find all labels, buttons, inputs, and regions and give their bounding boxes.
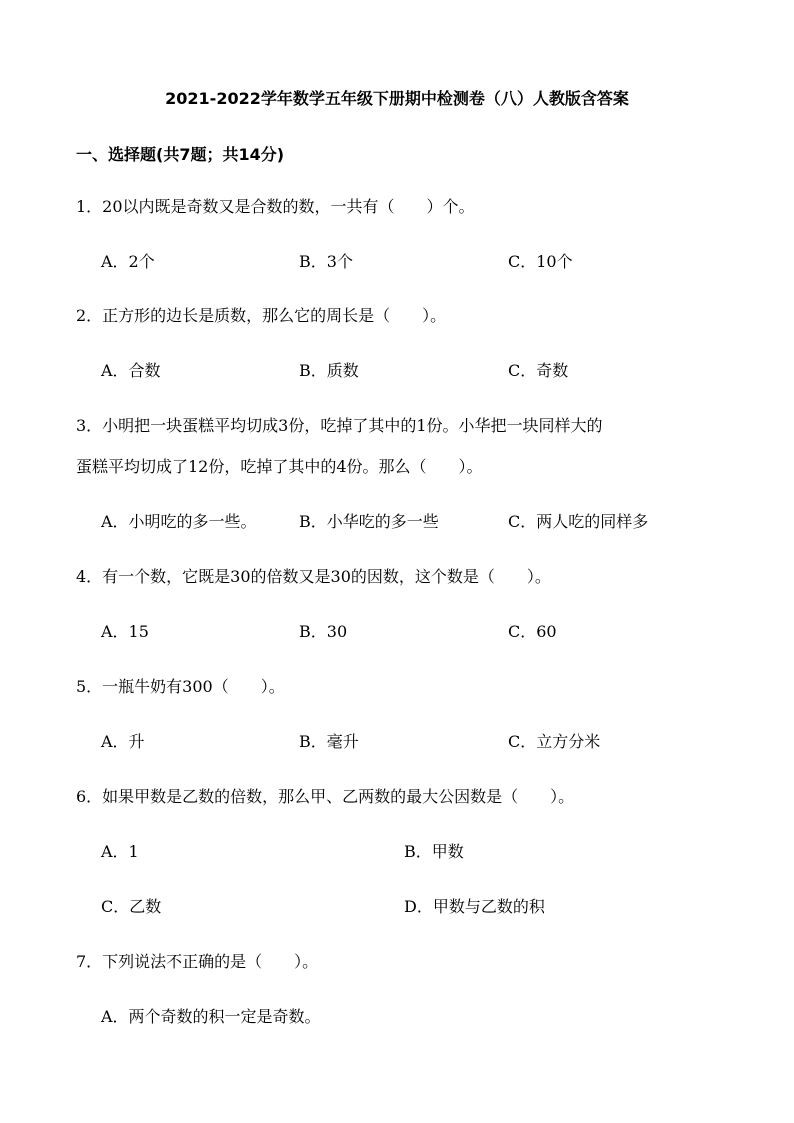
question-5-text: 5．一瓶牛奶有300（ ）。: [76, 677, 285, 696]
question-3-option-c[interactable]: C．两人吃的同样多: [508, 512, 649, 531]
question-6-option-a[interactable]: A．1: [101, 842, 139, 861]
question-6-text: 6．如果甲数是乙数的倍数，那么甲、乙两数的最大公因数是（ ）。: [76, 787, 575, 806]
question-5-option-c[interactable]: C．立方分米: [508, 732, 601, 751]
question-3-text-line-1: 3．小明把一块蛋糕平均切成3份，吃掉了其中的1份。小华把一块同样大的: [76, 416, 603, 435]
question-3-option-a[interactable]: A．小明吃的多一些。: [101, 512, 257, 531]
question-1-option-a[interactable]: A．2个: [101, 252, 155, 271]
question-5-option-b[interactable]: B．毫升: [299, 732, 359, 751]
question-2-text: 2．正方形的边长是质数，那么它的周长是（ ）。: [76, 306, 447, 325]
question-6-option-b[interactable]: B．甲数: [404, 842, 464, 861]
question-7-option-a[interactable]: A．两个奇数的积一定是奇数。: [101, 1007, 321, 1026]
question-2-option-a[interactable]: A．合数: [101, 361, 161, 380]
question-2-option-c[interactable]: C．奇数: [508, 361, 569, 380]
question-1-option-b[interactable]: B．3个: [299, 252, 353, 271]
question-4-option-c[interactable]: C．60: [508, 622, 557, 641]
question-7-text: 7．下列说法不正确的是（ ）。: [76, 952, 319, 971]
question-6-option-c[interactable]: C．乙数: [101, 897, 162, 916]
question-4-option-b[interactable]: B．30: [299, 622, 348, 641]
page-title: 2021-2022学年数学五年级下册期中检测卷（八）人教版含答案: [165, 89, 629, 108]
question-5-option-a[interactable]: A．升: [101, 732, 145, 751]
question-3-text-line-2: 蛋糕平均切成了12份，吃掉了其中的4份。那么（ ）。: [76, 457, 483, 476]
question-4-text: 4．有一个数，它既是30的倍数又是30的因数，这个数是（ ）。: [76, 567, 551, 586]
section-heading: 一、选择题(共7题；共14分): [76, 145, 285, 164]
question-1-text: 1．20以内既是奇数又是合数的数，一共有（ ）个。: [76, 197, 475, 216]
question-4-option-a[interactable]: A．15: [101, 622, 149, 641]
question-2-option-b[interactable]: B．质数: [299, 361, 359, 380]
question-6-option-d[interactable]: D．甲数与乙数的积: [404, 897, 545, 916]
question-3-option-b[interactable]: B．小华吃的多一些: [299, 512, 439, 531]
question-1-option-c[interactable]: C．10个: [508, 252, 573, 271]
